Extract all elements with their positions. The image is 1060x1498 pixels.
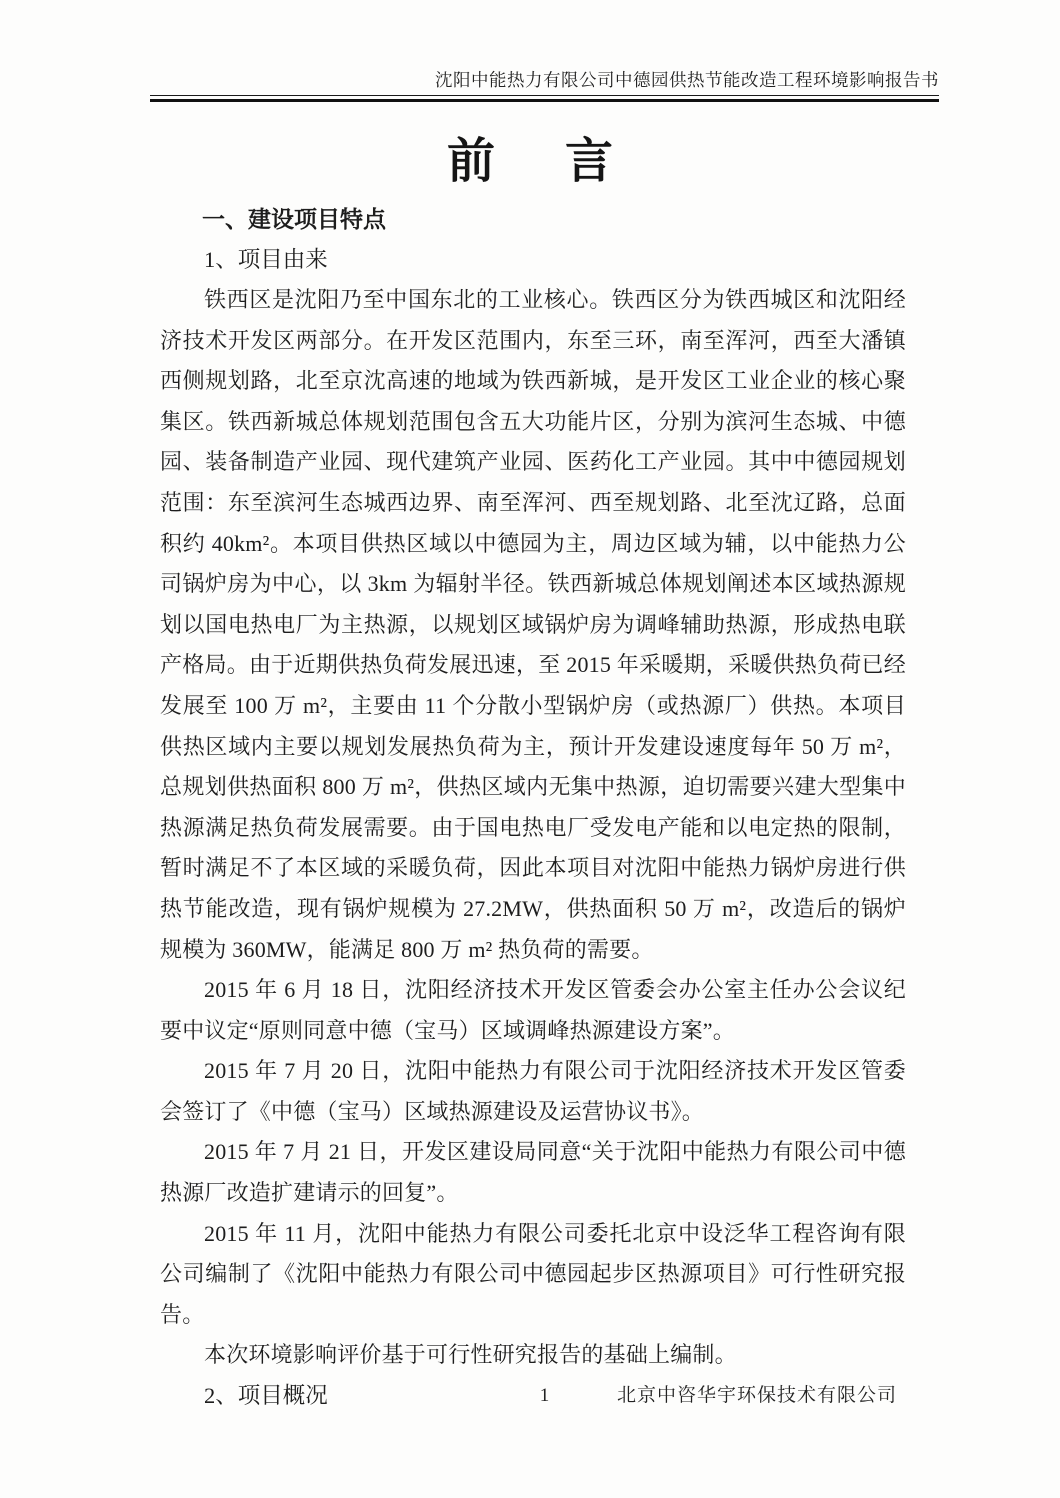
doc-body: [160, 199, 906, 1416]
header-rule: [150, 95, 939, 102]
paragraph-bureau-approval: 2015 年 7 月 21 日，开发区建设局同意“关于沈阳中能热力有限公司中德热源厂改造扩建请示的回复”。: [160, 1139, 906, 1206]
doc-title: [0, 122, 1060, 191]
section-heading-1: 一、建设项目特点: [202, 206, 386, 232]
paragraph-feasibility-report: 2015 年 11 月，沈阳中能热力有限公司委托北京中设泛华工程咨询有限公司编制了《沈阳中能热力有限公司中德园起步区热源项目》可行性研究报告。: [160, 1220, 906, 1327]
subsection-heading-2: 2、项目概况: [204, 1383, 328, 1409]
paragraph-eia-basis: 本次环境影响评价基于可行性研究报告的基础上编制。: [204, 1342, 737, 1368]
subsection-heading-1: 1、项目由来: [204, 247, 328, 272]
paragraph-meeting-minutes: 2015 年 6 月 18 日，沈阳经济技术开发区管委会办公室主任办公会议纪要中议定“原则同意中德（宝马）区域调峰热源建设方案”。: [160, 977, 906, 1043]
paragraph-agreement-signed: 2015 年 7 月 20 日，沈阳中能热力有限公司于沈阳经济技术开发区管委会签订了《中德（宝马）区域热源建设及运营协议书》。: [160, 1058, 906, 1124]
running-header-title: 沈阳中能热力有限公司中德园供热节能改造工程环境影响报告书: [435, 70, 939, 90]
footer-company-name: 北京中咨华宇环保技术有限公司: [616, 1385, 897, 1406]
paragraph-project-origin: 铁西区是沈阳乃至中国东北的工业核心。铁西区分为铁西城区和沈阳经济技术开发区两部分。在开发区范围内，东至三环，南至浑河，西至大潘镇西侧规划路，北至京沈高速的地域为铁西新城，是开发区工业企业的核心聚集区。铁西新城总体规划范围包含五大功能片区，分别为滨河生态城、中德园、装备制造产业园、现代建筑产业园、医药化工产业园。其中中德园规划范围：东至滨河生态城西边界、南至浑河、西至规划路、北至沈辽路，总面积约 40km²。本项目供热区域以中德园为主，周边区域为辅，以中能热力公司锅炉房为中心，以 3km 为辐射半径。铁西新城总体规划阐述本区域热源规划以国电热电厂为主热源，以规划区域锅炉房为调峰辅助热源，形成热电联产格局。由于近期供热负荷发展迅速，至 2015 年采暖期，采暖供热负荷已经发展至 100 万 m²，主要由 11 个分散小型锅炉房（或热源厂）供热。本项目供热区域内主要以规划发展热负荷为主，预计开发建设速度每年 50 万 m²，总规划供热面积 800 万 m²，供热区域内无集中热源，迫切需要兴建大型集中热源满足热负荷发展需要。由于国电热电厂受发电产能和以电定热的限制，暂时满足不了本区域的采暖负荷，因此本项目对沈阳中能热力锅炉房进行供热节能改造，现有锅炉规模为 27.2MW，供热面积 50 万 m²，改造后的锅炉规模为 360MW，能满足 800 万 m² 热负荷的需要。: [160, 287, 906, 962]
page-number: 1: [539, 1385, 550, 1406]
page-footer: [150, 1384, 939, 1407]
doc-title-text: 前言: [446, 135, 683, 188]
